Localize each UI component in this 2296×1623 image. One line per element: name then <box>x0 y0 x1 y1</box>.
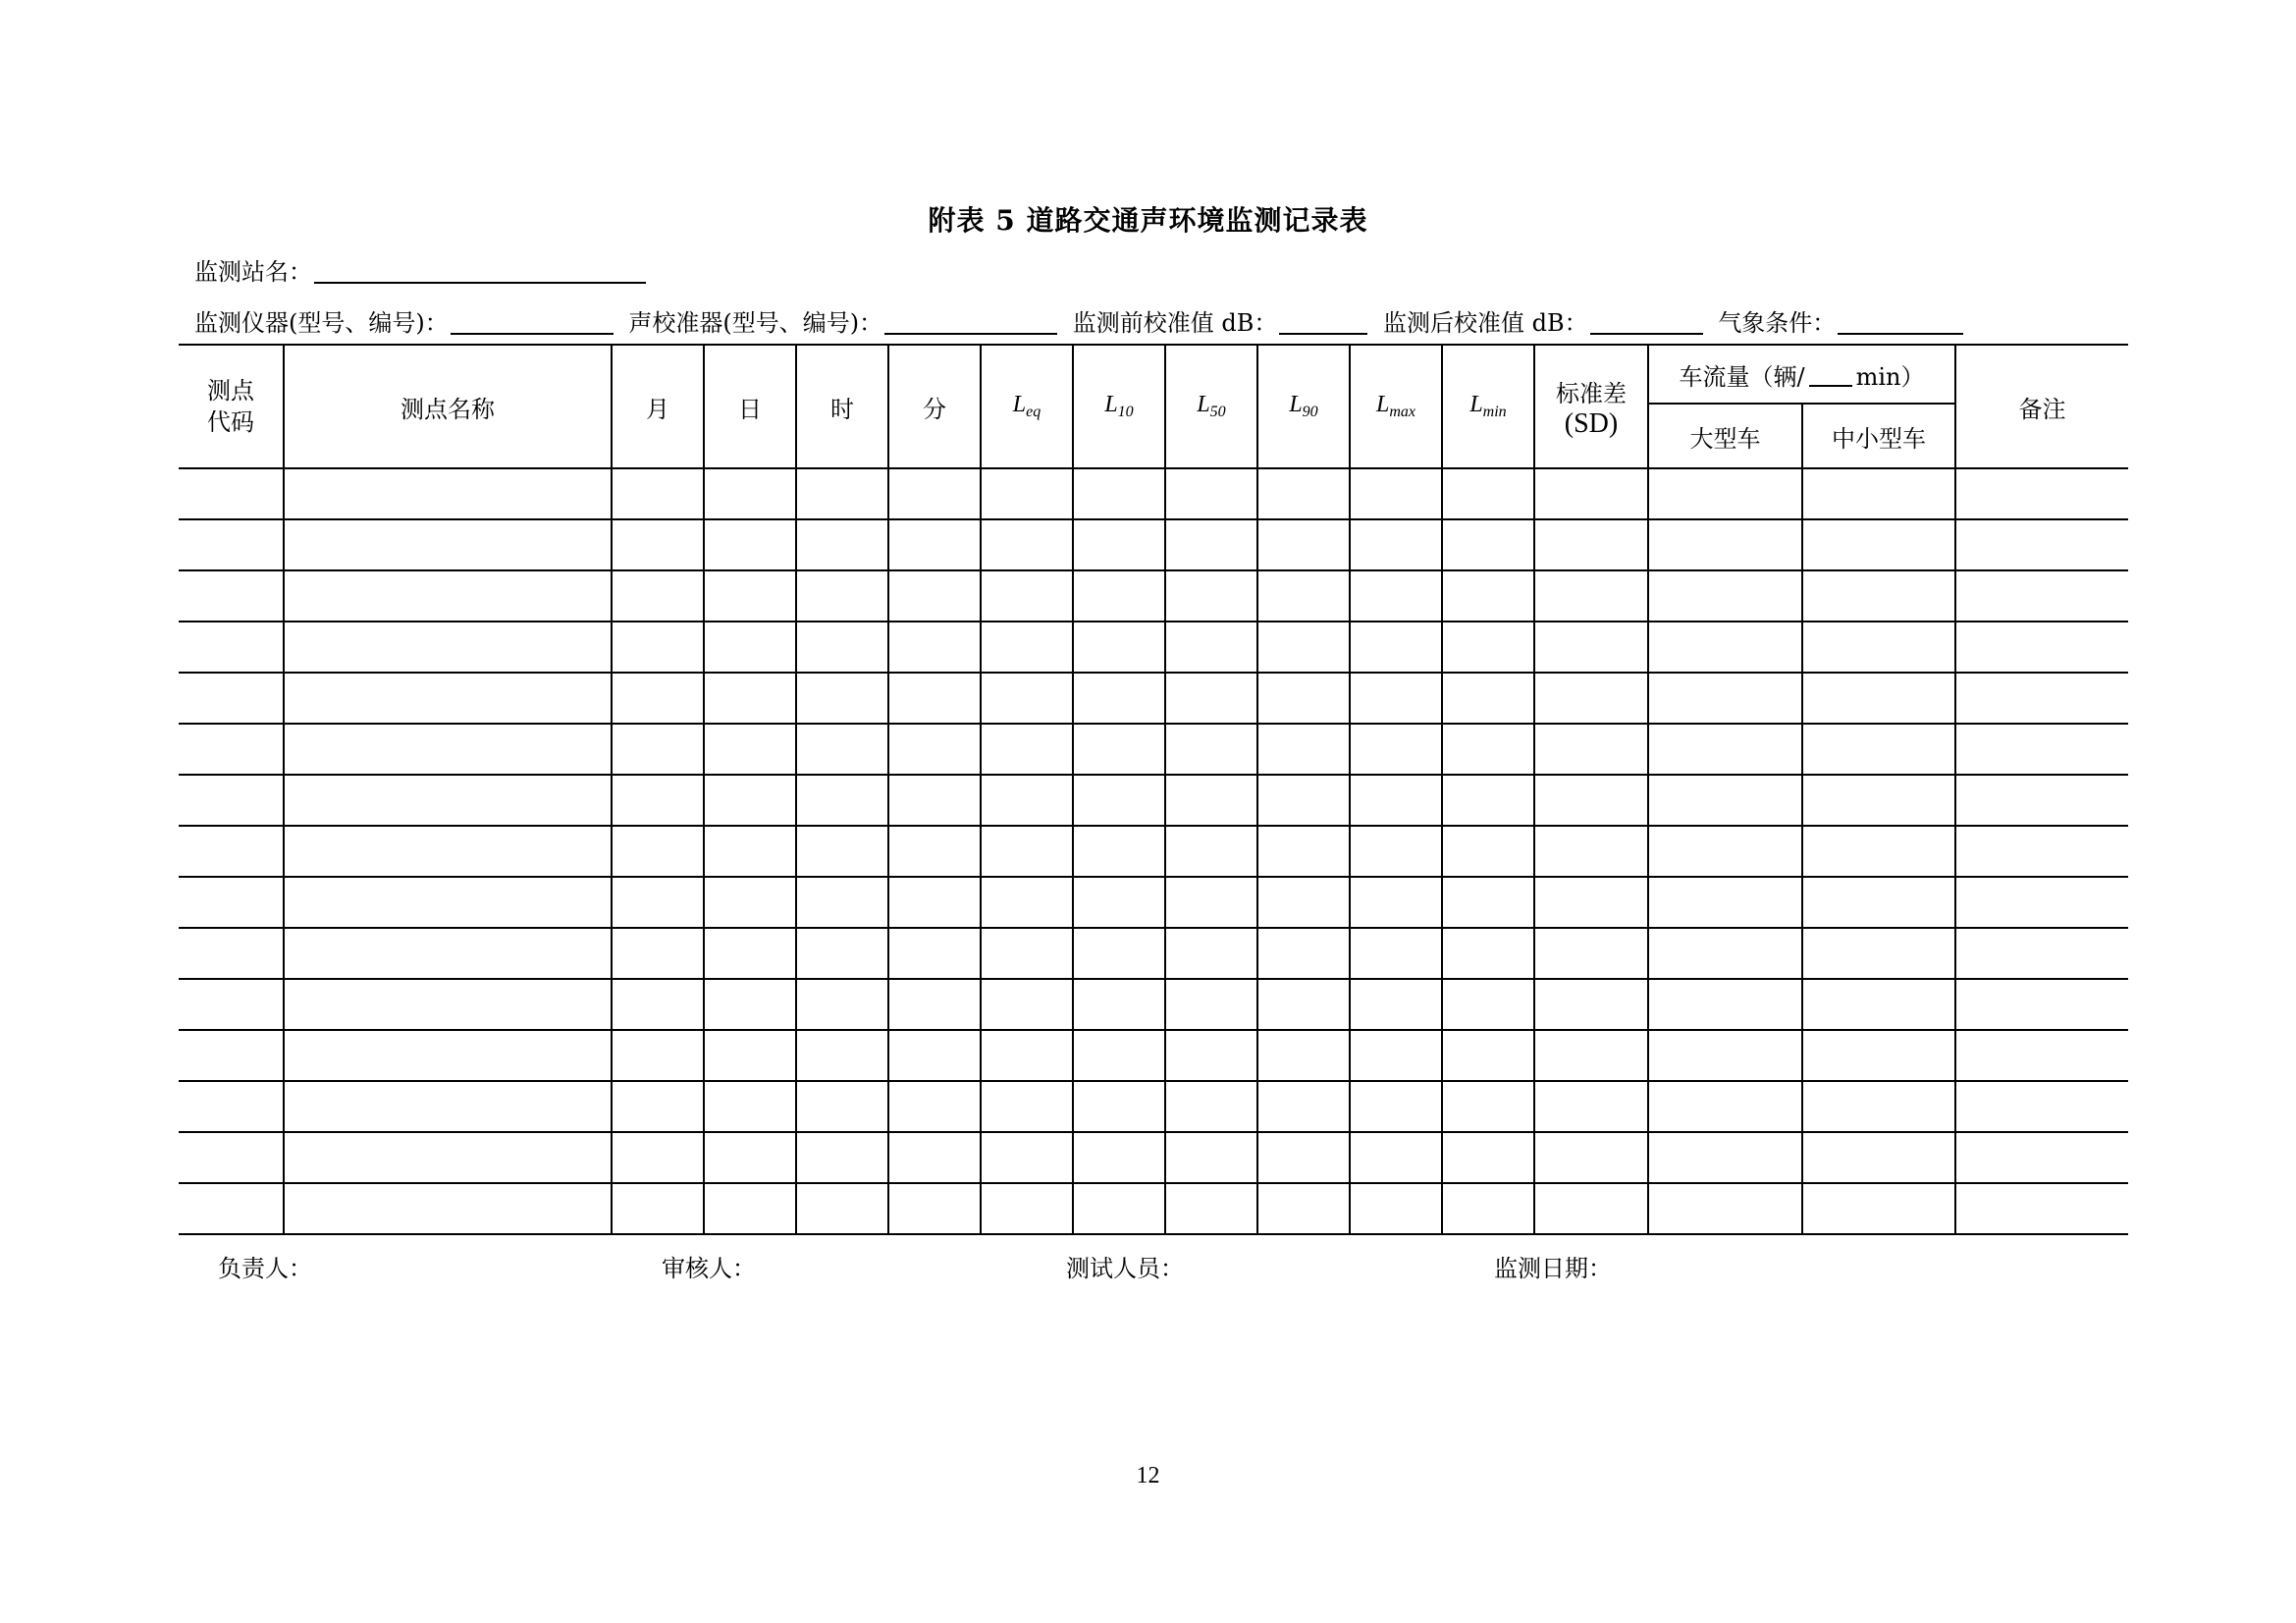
table-cell[interactable] <box>888 519 981 570</box>
table-cell[interactable] <box>612 928 704 979</box>
table-cell[interactable] <box>1442 928 1534 979</box>
table-cell[interactable] <box>1802 1030 1955 1081</box>
table-cell[interactable] <box>612 1183 704 1234</box>
table-cell[interactable] <box>1802 877 1955 928</box>
table-cell[interactable] <box>704 1030 796 1081</box>
table-cell[interactable] <box>1165 826 1257 877</box>
table-row <box>179 826 2128 877</box>
table-cell[interactable] <box>179 1183 284 1234</box>
table-cell[interactable] <box>1534 979 1648 1030</box>
table-cell[interactable] <box>1257 570 1350 622</box>
table-cell[interactable] <box>796 1081 888 1132</box>
table-cell[interactable] <box>1073 1183 1165 1234</box>
table-cell[interactable] <box>704 877 796 928</box>
table-cell[interactable] <box>1350 673 1442 724</box>
header-sd <box>1534 345 1648 468</box>
table-cell[interactable] <box>1073 468 1165 519</box>
table-cell[interactable] <box>179 1132 284 1183</box>
header-flow: 车流量（辆/ min） <box>1648 345 1955 404</box>
table-cell[interactable] <box>981 928 1073 979</box>
table-cell[interactable] <box>1955 1132 2128 1183</box>
table-cell[interactable] <box>1955 877 2128 928</box>
table-row <box>179 570 2128 622</box>
table-cell[interactable] <box>981 1081 1073 1132</box>
table-cell[interactable] <box>1648 979 1802 1030</box>
table-cell[interactable] <box>1802 928 1955 979</box>
table-cell[interactable] <box>1073 928 1165 979</box>
header-hour: 时 <box>796 345 888 468</box>
table-cell[interactable] <box>1350 1183 1442 1234</box>
table-row <box>179 1081 2128 1132</box>
weather-field[interactable] <box>1838 309 1963 335</box>
table-cell[interactable] <box>612 519 704 570</box>
table-cell[interactable] <box>1648 1081 1802 1132</box>
table-cell[interactable] <box>1350 519 1442 570</box>
table-cell[interactable] <box>179 673 284 724</box>
table-cell[interactable] <box>1073 1030 1165 1081</box>
table-cell[interactable] <box>981 1183 1073 1234</box>
table-cell[interactable] <box>1257 1183 1350 1234</box>
header-l10: $L_{10}$ <box>1073 345 1165 468</box>
table-cell[interactable] <box>612 1030 704 1081</box>
table-cell[interactable] <box>888 877 981 928</box>
table-row <box>179 468 2128 519</box>
table-row <box>179 1030 2128 1081</box>
table-cell[interactable] <box>1442 622 1534 673</box>
table-cell[interactable] <box>1165 928 1257 979</box>
table-cell[interactable] <box>284 928 612 979</box>
table-cell[interactable] <box>612 724 704 775</box>
table-cell[interactable] <box>1073 1081 1165 1132</box>
pre-cal-label: 监测前校准值 dB： <box>1072 309 1278 337</box>
table-cell[interactable] <box>1802 775 1955 826</box>
table-cell[interactable] <box>284 724 612 775</box>
table-cell[interactable] <box>179 519 284 570</box>
table-cell[interactable] <box>796 724 888 775</box>
station-field[interactable] <box>314 258 646 284</box>
header-name: 测点名称 <box>284 345 612 468</box>
table-cell[interactable] <box>179 570 284 622</box>
table-cell[interactable] <box>1534 1081 1648 1132</box>
table-cell[interactable] <box>796 928 888 979</box>
table-cell[interactable] <box>1165 468 1257 519</box>
page-title: 附表 5 道路交通声环境监测记录表 <box>928 204 1368 237</box>
table-cell[interactable] <box>888 1132 981 1183</box>
table-cell[interactable] <box>179 928 284 979</box>
table-cell[interactable] <box>1534 826 1648 877</box>
table-cell[interactable] <box>284 775 612 826</box>
table-cell[interactable] <box>1257 1030 1350 1081</box>
table-cell[interactable] <box>888 1030 981 1081</box>
table-cell[interactable] <box>1955 724 2128 775</box>
table-cell[interactable] <box>888 928 981 979</box>
table-cell[interactable] <box>704 673 796 724</box>
table-cell[interactable] <box>1350 1081 1442 1132</box>
table-row <box>179 673 2128 724</box>
table-cell[interactable] <box>1648 775 1802 826</box>
table-cell[interactable] <box>981 826 1073 877</box>
table-cell[interactable] <box>1648 826 1802 877</box>
table-cell[interactable] <box>1257 877 1350 928</box>
table-cell[interactable] <box>1955 468 2128 519</box>
table-cell[interactable] <box>1955 979 2128 1030</box>
table-cell[interactable] <box>1955 775 2128 826</box>
header-code: 测点代码 <box>179 345 284 468</box>
table-cell[interactable] <box>888 775 981 826</box>
table-cell[interactable] <box>888 724 981 775</box>
table-cell[interactable] <box>1802 570 1955 622</box>
table-cell[interactable] <box>1073 673 1165 724</box>
table-cell[interactable] <box>981 673 1073 724</box>
table-row <box>179 519 2128 570</box>
table-cell[interactable] <box>179 775 284 826</box>
table-cell[interactable] <box>284 979 612 1030</box>
table-cell[interactable] <box>1257 673 1350 724</box>
table-cell[interactable] <box>1648 877 1802 928</box>
table-cell[interactable] <box>1955 673 2128 724</box>
table-cell[interactable] <box>612 1132 704 1183</box>
table-cell[interactable] <box>1073 826 1165 877</box>
table-cell[interactable] <box>179 622 284 673</box>
table-cell[interactable] <box>1257 468 1350 519</box>
table-cell[interactable] <box>1073 724 1165 775</box>
table-cell[interactable] <box>1802 1132 1955 1183</box>
table-cell[interactable] <box>981 1132 1073 1183</box>
table-cell[interactable] <box>1442 1132 1534 1183</box>
table-cell[interactable] <box>1802 622 1955 673</box>
table-cell[interactable] <box>1073 519 1165 570</box>
calibrator-label: 声校准器(型号、编号)： <box>628 309 883 337</box>
table-cell[interactable] <box>1955 570 2128 622</box>
table-cell[interactable] <box>1534 570 1648 622</box>
table-cell[interactable] <box>1442 1081 1534 1132</box>
header-l90: $L_{90}$ <box>1257 345 1350 468</box>
table-cell[interactable] <box>981 519 1073 570</box>
table-cell[interactable] <box>284 519 612 570</box>
table-cell[interactable] <box>1802 673 1955 724</box>
table-cell[interactable] <box>704 1081 796 1132</box>
table-cell[interactable] <box>1442 775 1534 826</box>
table-cell[interactable] <box>1165 1183 1257 1234</box>
table-cell[interactable] <box>1802 826 1955 877</box>
table-cell[interactable] <box>704 826 796 877</box>
table-cell[interactable] <box>1955 826 2128 877</box>
table-cell[interactable] <box>888 622 981 673</box>
table-row <box>179 877 2128 928</box>
table-cell[interactable] <box>704 979 796 1030</box>
table-cell[interactable] <box>888 1081 981 1132</box>
table-row <box>179 724 2128 775</box>
table-cell[interactable] <box>1802 1183 1955 1234</box>
table-cell[interactable] <box>1442 979 1534 1030</box>
table-cell[interactable] <box>1257 1132 1350 1183</box>
table-cell[interactable] <box>1165 724 1257 775</box>
table-cell[interactable] <box>1534 877 1648 928</box>
table-cell[interactable] <box>1534 1030 1648 1081</box>
table-row <box>179 1132 2128 1183</box>
table-cell[interactable] <box>981 724 1073 775</box>
table-cell[interactable] <box>612 877 704 928</box>
table-cell[interactable] <box>1648 1030 1802 1081</box>
table-cell[interactable] <box>284 826 612 877</box>
header-sd-cn: 标准差 <box>1556 379 1627 407</box>
table-cell[interactable] <box>1955 928 2128 979</box>
table-cell[interactable] <box>1955 622 2128 673</box>
table-cell[interactable] <box>1257 622 1350 673</box>
table-cell[interactable] <box>1648 724 1802 775</box>
table-cell[interactable] <box>1648 1183 1802 1234</box>
table-cell[interactable] <box>1350 570 1442 622</box>
table-cell[interactable] <box>1350 928 1442 979</box>
table-cell[interactable] <box>284 877 612 928</box>
table-cell[interactable] <box>1648 1132 1802 1183</box>
table-cell[interactable] <box>981 877 1073 928</box>
flow-interval-field[interactable] <box>1809 365 1852 387</box>
table-cell[interactable] <box>888 570 981 622</box>
table-cell[interactable] <box>1534 673 1648 724</box>
table-cell[interactable] <box>704 928 796 979</box>
header-leq: $L_{eq}$ <box>981 345 1073 468</box>
table-cell[interactable] <box>1257 928 1350 979</box>
table-cell[interactable] <box>1350 468 1442 519</box>
table-cell[interactable] <box>1442 1183 1534 1234</box>
table-cell[interactable] <box>1073 877 1165 928</box>
header-day: 日 <box>704 345 796 468</box>
table-cell[interactable] <box>796 979 888 1030</box>
table-cell[interactable] <box>981 1030 1073 1081</box>
table-cell[interactable] <box>284 1081 612 1132</box>
table-cell[interactable] <box>612 570 704 622</box>
table-cell[interactable] <box>704 570 796 622</box>
table-cell[interactable] <box>888 1183 981 1234</box>
table-cell[interactable] <box>1442 1030 1534 1081</box>
table-cell[interactable] <box>796 570 888 622</box>
table-cell[interactable] <box>179 468 284 519</box>
table-cell[interactable] <box>1442 468 1534 519</box>
table-cell[interactable] <box>1442 570 1534 622</box>
table-cell[interactable] <box>1442 724 1534 775</box>
table-cell[interactable] <box>1534 519 1648 570</box>
table-cell[interactable] <box>1257 519 1350 570</box>
table-cell[interactable] <box>981 622 1073 673</box>
table-cell[interactable] <box>1534 928 1648 979</box>
table-cell[interactable] <box>888 826 981 877</box>
table-cell[interactable] <box>179 1030 284 1081</box>
table-cell[interactable] <box>179 1081 284 1132</box>
table-cell[interactable] <box>612 468 704 519</box>
table-cell[interactable] <box>1073 570 1165 622</box>
calibrator-field[interactable] <box>884 309 1057 335</box>
table-cell[interactable] <box>704 519 796 570</box>
table-cell[interactable] <box>1073 979 1165 1030</box>
table-cell[interactable] <box>612 826 704 877</box>
table-cell[interactable] <box>1165 519 1257 570</box>
footer-date: 监测日期： <box>1494 1255 1612 1282</box>
table-cell[interactable] <box>612 775 704 826</box>
page-number: 12 <box>1136 1463 1160 1488</box>
table-cell[interactable] <box>1350 1132 1442 1183</box>
instrument-label: 监测仪器(型号、编号)： <box>194 309 449 337</box>
table-cell[interactable] <box>284 1183 612 1234</box>
table-cell[interactable] <box>179 826 284 877</box>
table-cell[interactable] <box>704 622 796 673</box>
table-row <box>179 928 2128 979</box>
table-cell[interactable] <box>1802 1081 1955 1132</box>
table-cell[interactable] <box>796 673 888 724</box>
table-cell[interactable] <box>1442 877 1534 928</box>
table-cell[interactable] <box>1802 519 1955 570</box>
table-cell[interactable] <box>1534 468 1648 519</box>
table-cell[interactable] <box>1165 979 1257 1030</box>
table-cell[interactable] <box>1648 570 1802 622</box>
table-cell[interactable] <box>1350 775 1442 826</box>
footer-reviewer: 审核人： <box>662 1255 756 1282</box>
table-cell[interactable] <box>1955 1030 2128 1081</box>
table-cell[interactable] <box>612 673 704 724</box>
table-cell[interactable] <box>612 979 704 1030</box>
table-cell[interactable] <box>1648 673 1802 724</box>
table-cell[interactable] <box>888 979 981 1030</box>
instrument-line <box>194 303 1971 338</box>
post-cal-label: 监测后校准值 dB： <box>1383 309 1588 337</box>
table-cell[interactable] <box>1442 673 1534 724</box>
station-line <box>194 252 654 287</box>
table-cell[interactable] <box>1257 979 1350 1030</box>
table-cell[interactable] <box>1165 1081 1257 1132</box>
table-cell[interactable] <box>1350 1030 1442 1081</box>
table-cell[interactable] <box>704 1183 796 1234</box>
table-cell[interactable] <box>888 468 981 519</box>
table-cell[interactable] <box>612 622 704 673</box>
table-cell[interactable] <box>1350 877 1442 928</box>
table-cell[interactable] <box>796 1030 888 1081</box>
record-table <box>179 344 2128 1235</box>
table-cell[interactable] <box>1350 826 1442 877</box>
table-cell[interactable] <box>1648 928 1802 979</box>
table-cell[interactable] <box>981 775 1073 826</box>
header-remark: 备注 <box>1955 345 2128 468</box>
table-cell[interactable] <box>1802 724 1955 775</box>
table-cell[interactable] <box>1534 1183 1648 1234</box>
table-cell[interactable] <box>1955 519 2128 570</box>
table-cell[interactable] <box>704 724 796 775</box>
table-cell[interactable] <box>1648 468 1802 519</box>
post-cal-field[interactable] <box>1590 309 1703 335</box>
table-cell[interactable] <box>981 468 1073 519</box>
header-sd-en: (SD) <box>1564 407 1619 439</box>
table-cell[interactable] <box>704 1132 796 1183</box>
table-cell[interactable] <box>796 468 888 519</box>
table-cell[interactable] <box>179 979 284 1030</box>
table-cell[interactable] <box>981 979 1073 1030</box>
header-lmin: $L_{min}$ <box>1442 345 1534 468</box>
table-cell[interactable] <box>1350 724 1442 775</box>
table-cell[interactable] <box>796 1132 888 1183</box>
table-cell[interactable] <box>1165 622 1257 673</box>
table-cell[interactable] <box>1165 1030 1257 1081</box>
header-l50: $L_{50}$ <box>1165 345 1257 468</box>
table-cell[interactable] <box>284 1132 612 1183</box>
table-cell[interactable] <box>179 877 284 928</box>
table-cell[interactable] <box>704 468 796 519</box>
table-row <box>179 1183 2128 1234</box>
station-label: 监测站名： <box>194 258 312 286</box>
table-cell[interactable] <box>1350 979 1442 1030</box>
table-row <box>179 622 2128 673</box>
header-minute: 分 <box>888 345 981 468</box>
table-cell[interactable] <box>796 877 888 928</box>
header-small-vehicle: 中小型车 <box>1802 404 1955 468</box>
table-cell[interactable] <box>179 724 284 775</box>
table-cell[interactable] <box>1442 826 1534 877</box>
table-cell[interactable] <box>1165 570 1257 622</box>
table-cell[interactable] <box>1955 1081 2128 1132</box>
table-cell[interactable] <box>796 1183 888 1234</box>
table-cell[interactable] <box>284 1030 612 1081</box>
table-cell[interactable] <box>1257 724 1350 775</box>
table-cell[interactable] <box>796 622 888 673</box>
table-cell[interactable] <box>704 775 796 826</box>
instrument-field[interactable] <box>451 309 614 335</box>
table-cell[interactable] <box>1534 622 1648 673</box>
header-lmax: $L_{max}$ <box>1350 345 1442 468</box>
table-cell[interactable] <box>1534 724 1648 775</box>
table-cell[interactable] <box>612 1081 704 1132</box>
table-cell[interactable] <box>796 519 888 570</box>
pre-cal-field[interactable] <box>1279 309 1367 335</box>
table-cell[interactable] <box>1165 1132 1257 1183</box>
table-cell[interactable] <box>284 622 612 673</box>
header-large-vehicle: 大型车 <box>1648 404 1802 468</box>
table-cell[interactable] <box>1257 826 1350 877</box>
table-cell[interactable] <box>1165 877 1257 928</box>
table-cell[interactable] <box>1257 775 1350 826</box>
table-cell[interactable] <box>1534 1132 1648 1183</box>
header-month: 月 <box>612 345 704 468</box>
table-cell[interactable] <box>888 673 981 724</box>
table-cell[interactable] <box>1955 1183 2128 1234</box>
table-row <box>179 979 2128 1030</box>
table-cell[interactable] <box>1648 622 1802 673</box>
table-cell[interactable] <box>1350 622 1442 673</box>
table-cell[interactable] <box>1073 622 1165 673</box>
table-cell[interactable] <box>1073 1132 1165 1183</box>
table-cell[interactable] <box>1165 673 1257 724</box>
table-cell[interactable] <box>796 775 888 826</box>
table-cell[interactable] <box>1442 519 1534 570</box>
table-cell[interactable] <box>284 570 612 622</box>
table-cell[interactable] <box>796 826 888 877</box>
footer-tester: 测试人员： <box>1066 1255 1184 1282</box>
table-cell[interactable] <box>1802 979 1955 1030</box>
table-cell[interactable] <box>981 570 1073 622</box>
table-cell[interactable] <box>1802 468 1955 519</box>
table-cell[interactable] <box>284 468 612 519</box>
table-cell[interactable] <box>1648 519 1802 570</box>
weather-label: 气象条件： <box>1718 309 1837 337</box>
table-row <box>179 775 2128 826</box>
table-cell[interactable] <box>284 673 612 724</box>
table-cell[interactable] <box>1257 1081 1350 1132</box>
table-cell[interactable] <box>1534 775 1648 826</box>
footer-responsible: 负责人： <box>218 1255 312 1282</box>
table-cell[interactable] <box>1165 775 1257 826</box>
table-cell[interactable] <box>1073 775 1165 826</box>
